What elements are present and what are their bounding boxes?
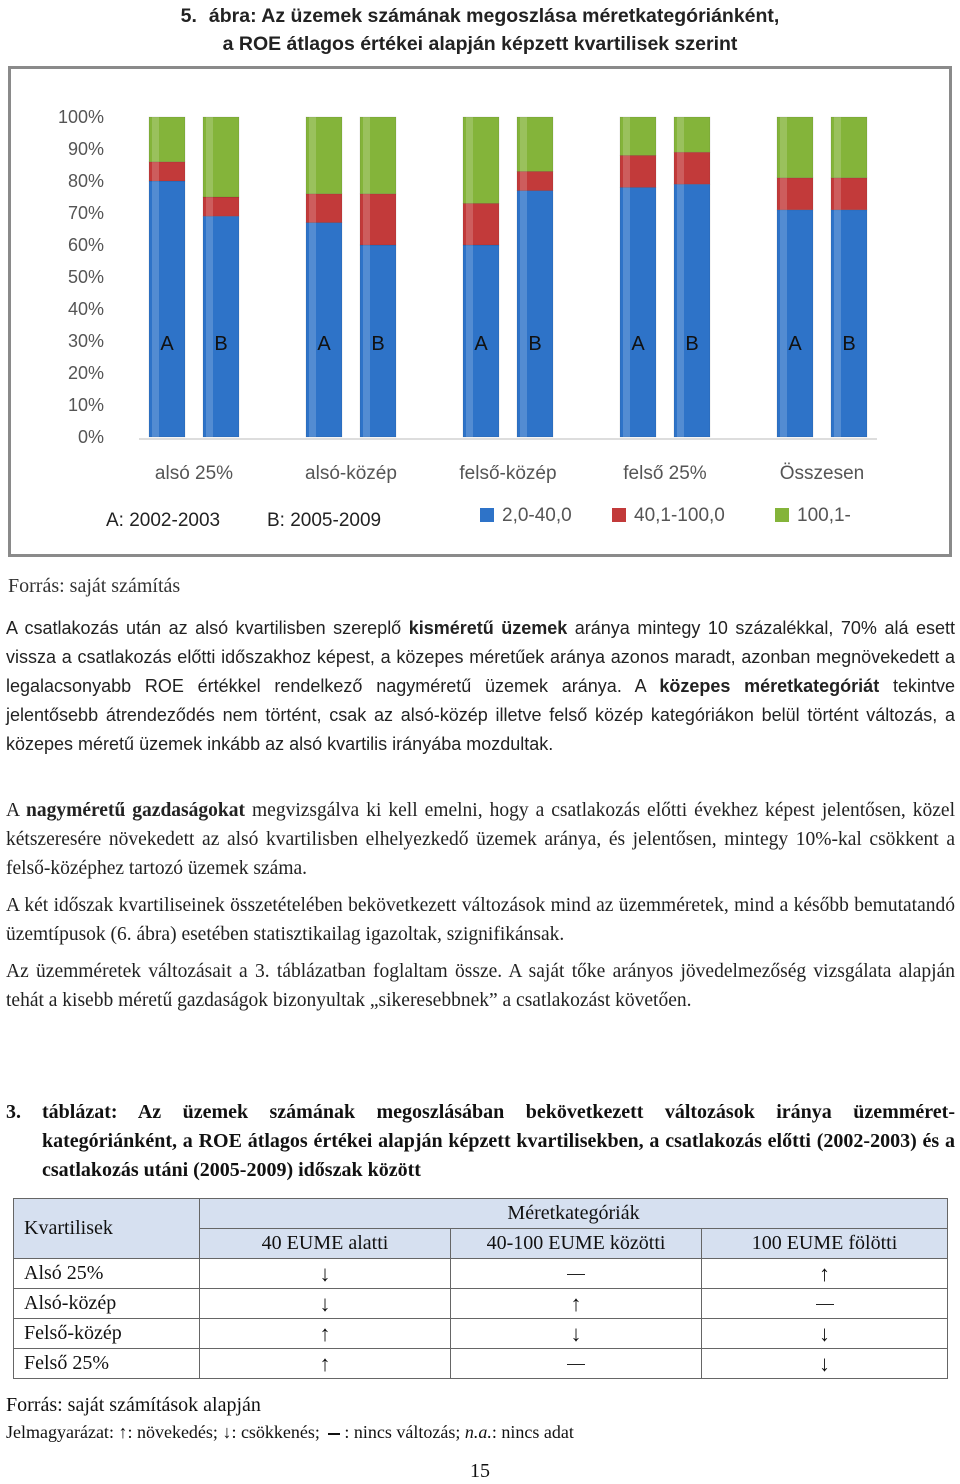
bar-highlight bbox=[309, 223, 316, 437]
bar-highlight bbox=[152, 162, 159, 181]
bar-period-label: A bbox=[160, 333, 174, 355]
bar-highlight bbox=[206, 197, 213, 216]
bar-highlight bbox=[466, 117, 473, 203]
bar-period-label: B bbox=[528, 333, 542, 355]
chart-frame bbox=[8, 66, 952, 557]
down-arrow-icon: ↓ bbox=[222, 1422, 232, 1442]
header-kvartilisek: Kvartilisek bbox=[14, 1199, 200, 1259]
legend-swatch bbox=[480, 508, 494, 522]
change-cell bbox=[451, 1259, 702, 1289]
bar-highlight bbox=[677, 152, 684, 184]
p2-text-a: A bbox=[6, 800, 27, 821]
down-arrow-icon bbox=[571, 1324, 582, 1346]
bar-highlight bbox=[309, 194, 316, 223]
table-title bbox=[6, 1098, 955, 1185]
bar-highlight bbox=[466, 245, 473, 437]
figure-number: 5. bbox=[180, 5, 197, 27]
col-header-1: 40 EUME alatti bbox=[200, 1229, 451, 1259]
y-tick-label: 70% bbox=[67, 203, 104, 223]
legend-series-label: 40,1-100,0 bbox=[634, 505, 725, 526]
legend-na: : nincs adat bbox=[491, 1422, 574, 1442]
bar-period-label: A bbox=[317, 333, 331, 355]
y-tick-label: 30% bbox=[67, 331, 104, 351]
stacked-bar-chart bbox=[11, 69, 949, 554]
p2-bold-large: nagyméretű gazdaságokat bbox=[26, 800, 245, 821]
up-arrow-icon bbox=[819, 1264, 830, 1286]
x-category-label: alsó-közép bbox=[305, 463, 397, 484]
legend-series-label: 100,1- bbox=[797, 505, 851, 526]
down-arrow-icon bbox=[320, 1294, 331, 1316]
row-label: Alsó 25% bbox=[14, 1259, 200, 1289]
change-cell bbox=[200, 1319, 451, 1349]
bar-highlight bbox=[780, 210, 787, 437]
up-arrow-icon: ↑ bbox=[118, 1422, 128, 1442]
change-cell bbox=[702, 1289, 948, 1319]
legend-line bbox=[6, 1420, 574, 1444]
bar-highlight bbox=[206, 216, 213, 437]
change-cell bbox=[702, 1349, 948, 1379]
period-legend-b: B: 2005-2009 bbox=[267, 510, 382, 531]
down-arrow-icon bbox=[819, 1324, 830, 1346]
up-arrow-icon bbox=[320, 1354, 331, 1376]
x-category-label: felső-közép bbox=[459, 463, 557, 484]
bar-highlight bbox=[623, 187, 630, 437]
bar-period-label: B bbox=[214, 333, 228, 355]
bar-highlight bbox=[520, 171, 527, 190]
p1-bold-medium: közepes méretkategóriát bbox=[659, 676, 880, 696]
p1-bold-small: kisméretű üzemek bbox=[408, 618, 568, 638]
p1-text-a: A csatlakozás után az alsó kvartilisben szereplő bbox=[6, 618, 409, 638]
p1-text-e: tekintve jelentősebb átrendeződés nem történt, csak az alsó-közép illetve felső közép kategóriákon belül történt változás, a közepes méretű üzemek inkább az alsó kvartilis irányába mozdultak. bbox=[6, 676, 955, 754]
table-row bbox=[14, 1289, 948, 1319]
legend-down: : csökkenés; bbox=[231, 1422, 320, 1442]
x-category-label: felső 25% bbox=[623, 463, 707, 484]
bar-highlight bbox=[363, 194, 370, 245]
bar-highlight bbox=[206, 117, 213, 197]
row-label: Alsó-közép bbox=[14, 1289, 200, 1319]
bar-period-label: B bbox=[842, 333, 856, 355]
bar-highlight bbox=[363, 245, 370, 437]
bar-highlight bbox=[466, 203, 473, 245]
change-cell bbox=[200, 1259, 451, 1289]
legend-none: : nincs változás; bbox=[344, 1422, 461, 1442]
change-table bbox=[13, 1198, 948, 1379]
col-header-2: 40-100 EUME közötti bbox=[451, 1229, 702, 1259]
down-arrow-icon bbox=[819, 1354, 830, 1376]
bar-highlight bbox=[834, 178, 841, 210]
paragraph-4: Az üzemméretek változásait a 3. táblázatban foglaltam össze. A saját tőke arányos jövedelmezőség vizsgálata alapján tehát a kisebb méretű gazdaságok bizonyultak „sikeresebbnek” a csatlakozást követően. bbox=[6, 961, 955, 1011]
period-legend-a: A: 2002-2003 bbox=[106, 510, 221, 531]
bar-highlight bbox=[520, 117, 527, 171]
source-note: Forrás: saját számítás bbox=[8, 575, 181, 597]
legend-swatch bbox=[775, 508, 789, 522]
bar-highlight bbox=[520, 191, 527, 437]
row-label: Felső 25% bbox=[14, 1349, 200, 1379]
bar-highlight bbox=[677, 117, 684, 152]
change-cell bbox=[451, 1289, 702, 1319]
bar-highlight bbox=[623, 155, 630, 187]
bar-highlight bbox=[152, 181, 159, 437]
y-tick-label: 50% bbox=[67, 267, 104, 287]
bar-highlight bbox=[363, 117, 370, 194]
change-cell bbox=[451, 1349, 702, 1379]
table-row bbox=[14, 1319, 948, 1349]
bar-highlight bbox=[780, 117, 787, 178]
paragraphs-body bbox=[6, 796, 955, 1023]
figure-title-line1: ábra: Az üzemek számának megoszlása méretkategóriánként, bbox=[208, 5, 780, 27]
paragraph-3: A két időszak kvartiliseinek összetételében bekövetkezett változások mind az üzemméretek, mind a később bemutatandó üzemtípusok (6. ábra) esetében statisztikailag igazoltak, szignifikánsak. bbox=[6, 895, 955, 945]
bar-highlight bbox=[152, 117, 159, 162]
legend-swatch bbox=[612, 508, 626, 522]
bar-period-label: A bbox=[788, 333, 802, 355]
figure-title-line2: a ROE átlagos értékei alapján képzett kvartilisek szerint bbox=[222, 33, 738, 55]
change-cell bbox=[451, 1319, 702, 1349]
y-tick-label: 10% bbox=[67, 395, 104, 415]
bar-period-label: B bbox=[685, 333, 699, 355]
x-category-label: Összesen bbox=[779, 463, 865, 484]
change-cell bbox=[200, 1349, 451, 1379]
p1-text-c: aránya mintegy 10 százalékkal, 70% alá esett vissza a csatlakozás előtti időszakhoz képest, a közepes méretűek aránya azonos maradt, azonban megnövekedett a legalacsonyabb ROE értékkel rendelkező nagyméretű üzemek aránya. A bbox=[6, 618, 955, 696]
legend-label: Jelmagyarázat: bbox=[6, 1422, 114, 1442]
dash-icon bbox=[328, 1433, 340, 1435]
y-tick-label: 60% bbox=[67, 235, 104, 255]
up-arrow-icon bbox=[320, 1324, 331, 1346]
legend-up: : növekedés; bbox=[127, 1422, 218, 1442]
bar-period-label: A bbox=[474, 333, 488, 355]
bar-highlight bbox=[834, 210, 841, 437]
bar-highlight bbox=[623, 117, 630, 155]
bar-highlight bbox=[834, 117, 841, 178]
page-number: 15 bbox=[470, 1460, 490, 1482]
bar-highlight bbox=[309, 117, 316, 194]
bar-period-label: A bbox=[631, 333, 645, 355]
no-change-dash-icon bbox=[567, 1274, 585, 1275]
legend-series-label: 2,0-40,0 bbox=[502, 505, 572, 526]
table-row bbox=[14, 1259, 948, 1289]
table-row bbox=[14, 1349, 948, 1379]
header-meretkategoriak: Méretkategóriák bbox=[200, 1199, 948, 1229]
y-tick-label: 100% bbox=[57, 107, 104, 127]
y-tick-label: 80% bbox=[67, 171, 104, 191]
y-tick-label: 0% bbox=[77, 427, 104, 447]
change-cell bbox=[200, 1289, 451, 1319]
bar-period-label: B bbox=[371, 333, 385, 355]
table-body bbox=[14, 1259, 948, 1379]
no-change-dash-icon bbox=[816, 1304, 834, 1305]
y-tick-label: 40% bbox=[67, 299, 104, 319]
figure-title bbox=[0, 2, 960, 58]
up-arrow-icon bbox=[571, 1294, 582, 1316]
y-tick-label: 20% bbox=[67, 363, 104, 383]
x-category-label: alsó 25% bbox=[154, 463, 234, 484]
bar-highlight bbox=[677, 184, 684, 437]
y-tick-label: 90% bbox=[67, 139, 104, 159]
table-title-text: táblázat: Az üzemek számának megoszlásában bekövetkezett változások iránya üzemméret-kategóriánként, a ROE átlagos értékei alapján képzett kvartilisekben, a csatlakozás előtti (2002-2003) és a csatlakozás utáni (2005-2009) időszak között bbox=[42, 1101, 955, 1181]
no-change-dash-icon bbox=[567, 1364, 585, 1365]
change-cell bbox=[702, 1319, 948, 1349]
paragraph-1 bbox=[6, 614, 955, 767]
row-label: Felső-közép bbox=[14, 1319, 200, 1349]
p2-text-c: megvizsgálva ki kell emelni, hogy a csatlakozás előtti évekhez képest jelentősen, közel kétszeresére növekedett az alsó kvartilisben elhelyezkedő üzemek aránya, és jelentősen, mintegy 10%-kal csökkent a felső-középhez tartozó üzemek száma. bbox=[6, 800, 955, 879]
table-source-note: Forrás: saját számítások alapján bbox=[6, 1394, 261, 1416]
down-arrow-icon bbox=[320, 1264, 331, 1286]
col-header-3: 100 EUME fölötti bbox=[702, 1229, 948, 1259]
legend-na-abbr: n.a. bbox=[464, 1422, 492, 1442]
change-cell bbox=[702, 1259, 948, 1289]
table-number: 3. bbox=[6, 1101, 21, 1123]
bar-highlight bbox=[780, 178, 787, 210]
